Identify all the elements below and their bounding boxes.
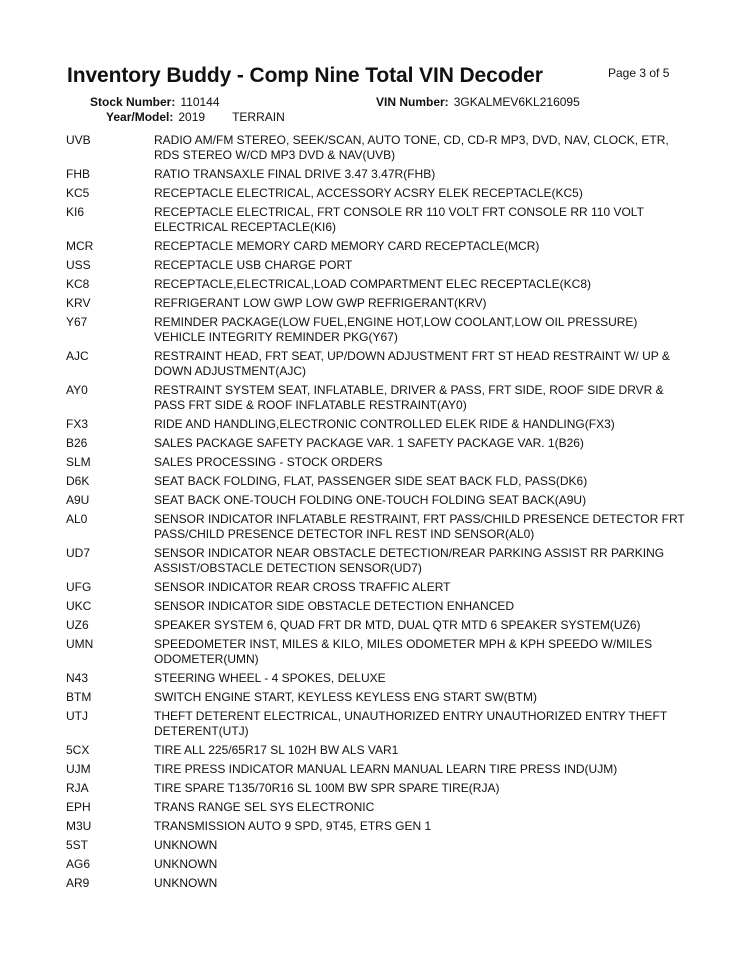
option-row <box>66 857 686 872</box>
option-row <box>66 258 686 273</box>
option-row <box>66 838 686 853</box>
year-model-label: Year/Model: <box>106 110 174 124</box>
option-code: EPH <box>66 800 91 814</box>
stock-number-line <box>90 95 220 109</box>
option-description: SENSOR INDICATOR SIDE OBSTACLE DETECTION ENHANCED <box>154 599 515 613</box>
option-description: TIRE SPARE T135/70R16 SL 100M BW SPR SPARE TIRE(RJA) <box>154 781 500 795</box>
option-row <box>66 493 686 508</box>
vin-number-label: VIN Number: <box>376 95 449 109</box>
option-row <box>66 709 686 739</box>
option-description: UNKNOWN <box>154 876 218 890</box>
option-row <box>66 580 686 595</box>
option-description: UNKNOWN <box>154 838 218 852</box>
option-row <box>66 239 686 254</box>
option-row <box>66 637 686 667</box>
option-row <box>66 133 686 163</box>
option-code: UJM <box>66 762 91 776</box>
option-row <box>66 781 686 796</box>
option-description: RATIO TRANSAXLE FINAL DRIVE 3.47 3.47R(FHB) <box>154 167 436 181</box>
option-code: AG6 <box>66 857 91 871</box>
option-code: N43 <box>66 671 89 685</box>
option-description: SALES PACKAGE SAFETY PACKAGE VAR. 1 SAFETY PACKAGE VAR. 1(B26) <box>154 436 584 450</box>
stock-number-label: Stock Number: <box>90 95 176 109</box>
option-code: MCR <box>66 239 94 253</box>
option-row <box>66 800 686 815</box>
option-description: SPEEDOMETER INST, MILES & KILO, MILES ODOMETER MPH & KPH SPEEDO W/MILES ODOMETER(UMN) <box>154 637 653 666</box>
option-description: RECEPTACLE,ELECTRICAL,LOAD COMPARTMENT ELEC RECEPTACLE(KC8) <box>154 277 591 291</box>
stock-number-value: 110144 <box>180 95 220 109</box>
option-description: TRANSMISSION AUTO 9 SPD, 9T45, ETRS GEN 1 <box>154 819 432 833</box>
option-row <box>66 762 686 777</box>
option-code: UVB <box>66 133 91 147</box>
option-description: SENSOR INDICATOR REAR CROSS TRAFFIC ALERT <box>154 580 451 594</box>
year-value: 2019 <box>178 110 206 124</box>
option-code: UMN <box>66 637 94 651</box>
option-code: KC8 <box>66 277 90 291</box>
option-row <box>66 546 686 576</box>
option-code: AR9 <box>66 876 90 890</box>
option-row <box>66 671 686 686</box>
option-description: SEAT BACK ONE-TOUCH FOLDING ONE-TOUCH FOLDING SEAT BACK(A9U) <box>154 493 587 507</box>
year-model-line <box>106 110 285 124</box>
option-code: KC5 <box>66 186 90 200</box>
option-row <box>66 599 686 614</box>
option-code: BTM <box>66 690 92 704</box>
option-row <box>66 618 686 633</box>
option-code: UD7 <box>66 546 91 560</box>
option-code: A9U <box>66 493 90 507</box>
option-description: RECEPTACLE ELECTRICAL, ACCESSORY ACSRY ELEK RECEPTACLE(KC5) <box>154 186 583 200</box>
option-row <box>66 167 686 182</box>
option-row <box>66 455 686 470</box>
option-description: SPEAKER SYSTEM 6, QUAD FRT DR MTD, DUAL QTR MTD 6 SPEAKER SYSTEM(UZ6) <box>154 618 641 632</box>
option-code: USS <box>66 258 91 272</box>
option-description: RADIO AM/FM STEREO, SEEK/SCAN, AUTO TONE, CD, CD-R MP3, DVD, NAV, CLOCK, ETR, RDS STEREO W/CD MP3 DVD & NAV(UVB) <box>154 133 669 162</box>
option-code: AJC <box>66 349 89 363</box>
option-row <box>66 205 686 235</box>
option-row <box>66 474 686 489</box>
option-description: RIDE AND HANDLING,ELECTRONIC CONTROLLED ELEK RIDE & HANDLING(FX3) <box>154 417 615 431</box>
option-row <box>66 876 686 891</box>
option-row <box>66 743 686 758</box>
option-row <box>66 436 686 451</box>
option-description: REMINDER PACKAGE(LOW FUEL,ENGINE HOT,LOW COOLANT,LOW OIL PRESSURE) VEHICLE INTEGRITY REMINDER PKG(Y67) <box>154 315 638 344</box>
page-title: Inventory Buddy - Comp Nine Total VIN Decoder <box>67 64 543 87</box>
option-code: SLM <box>66 455 91 469</box>
option-description: RECEPTACLE USB CHARGE PORT <box>154 258 353 272</box>
option-code: UZ6 <box>66 618 89 632</box>
option-code: KI6 <box>66 205 85 219</box>
option-description: STEERING WHEEL - 4 SPOKES, DELUXE <box>154 671 386 685</box>
vin-number-line <box>376 95 580 109</box>
option-row <box>66 819 686 834</box>
option-code: RJA <box>66 781 89 795</box>
option-description: SWITCH ENGINE START, KEYLESS KEYLESS ENG START SW(BTM) <box>154 690 537 704</box>
option-code: AY0 <box>66 383 88 397</box>
model-value: TERRAIN <box>232 110 285 124</box>
option-code: 5ST <box>66 838 89 852</box>
option-code: D6K <box>66 474 90 488</box>
option-description: RECEPTACLE ELECTRICAL, FRT CONSOLE RR 110 VOLT FRT CONSOLE RR 110 VOLT ELECTRICAL RECEPTACLE(KI6) <box>154 205 644 234</box>
option-row <box>66 349 686 379</box>
option-code: UTJ <box>66 709 88 723</box>
option-row <box>66 315 686 345</box>
option-description: RESTRAINT HEAD, FRT SEAT, UP/DOWN ADJUSTMENT FRT ST HEAD RESTRAINT W/ UP & DOWN ADJUSTMENT(AJC) <box>154 349 670 378</box>
vin-number-value: 3GKALMEV6KL216095 <box>453 95 580 109</box>
option-description: SEAT BACK FOLDING, FLAT, PASSENGER SIDE SEAT BACK FLD, PASS(DK6) <box>154 474 588 488</box>
option-row <box>66 417 686 432</box>
option-row <box>66 512 686 542</box>
option-description: TIRE PRESS INDICATOR MANUAL LEARN MANUAL LEARN TIRE PRESS IND(UJM) <box>154 762 618 776</box>
option-code-list <box>66 133 686 895</box>
option-row <box>66 186 686 201</box>
option-description: TRANS RANGE SEL SYS ELECTRONIC <box>154 800 375 814</box>
option-code: UKC <box>66 599 92 613</box>
page-number: Page 3 of 5 <box>608 66 670 80</box>
option-row <box>66 277 686 292</box>
option-row <box>66 690 686 705</box>
option-description: RESTRAINT SYSTEM SEAT, INFLATABLE, DRIVER & PASS, FRT SIDE, ROOF SIDE DRVR & PASS FRT SIDE & ROOF INFLATABLE RESTRAINT(AY0) <box>154 383 664 412</box>
option-row <box>66 383 686 413</box>
option-row <box>66 296 686 311</box>
option-code: FHB <box>66 167 90 181</box>
option-code: 5CX <box>66 743 90 757</box>
option-code: M3U <box>66 819 92 833</box>
option-description: REFRIGERANT LOW GWP LOW GWP REFRIGERANT(KRV) <box>154 296 487 310</box>
option-description: SALES PROCESSING - STOCK ORDERS <box>154 455 383 469</box>
option-description: UNKNOWN <box>154 857 218 871</box>
option-code: FX3 <box>66 417 89 431</box>
option-code: KRV <box>66 296 91 310</box>
option-code: UFG <box>66 580 92 594</box>
option-description: SENSOR INDICATOR NEAR OBSTACLE DETECTION/REAR PARKING ASSIST RR PARKING ASSIST/OBSTACLE DETECTION SENSOR(UD7) <box>154 546 665 575</box>
option-description: SENSOR INDICATOR INFLATABLE RESTRAINT, FRT PASS/CHILD PRESENCE DETECTOR FRT PASS/CHILD PRESENCE DETECTOR INFL REST IND SENSOR(AL0) <box>154 512 685 541</box>
option-code: B26 <box>66 436 88 450</box>
option-description: THEFT DETERENT ELECTRICAL, UNAUTHORIZED ENTRY UNAUTHORIZED ENTRY THEFT DETERENT(UTJ) <box>154 709 667 738</box>
option-description: RECEPTACLE MEMORY CARD MEMORY CARD RECEPTACLE(MCR) <box>154 239 540 253</box>
option-description: TIRE ALL 225/65R17 SL 102H BW ALS VAR1 <box>154 743 399 757</box>
option-code: AL0 <box>66 512 88 526</box>
option-code: Y67 <box>66 315 88 329</box>
